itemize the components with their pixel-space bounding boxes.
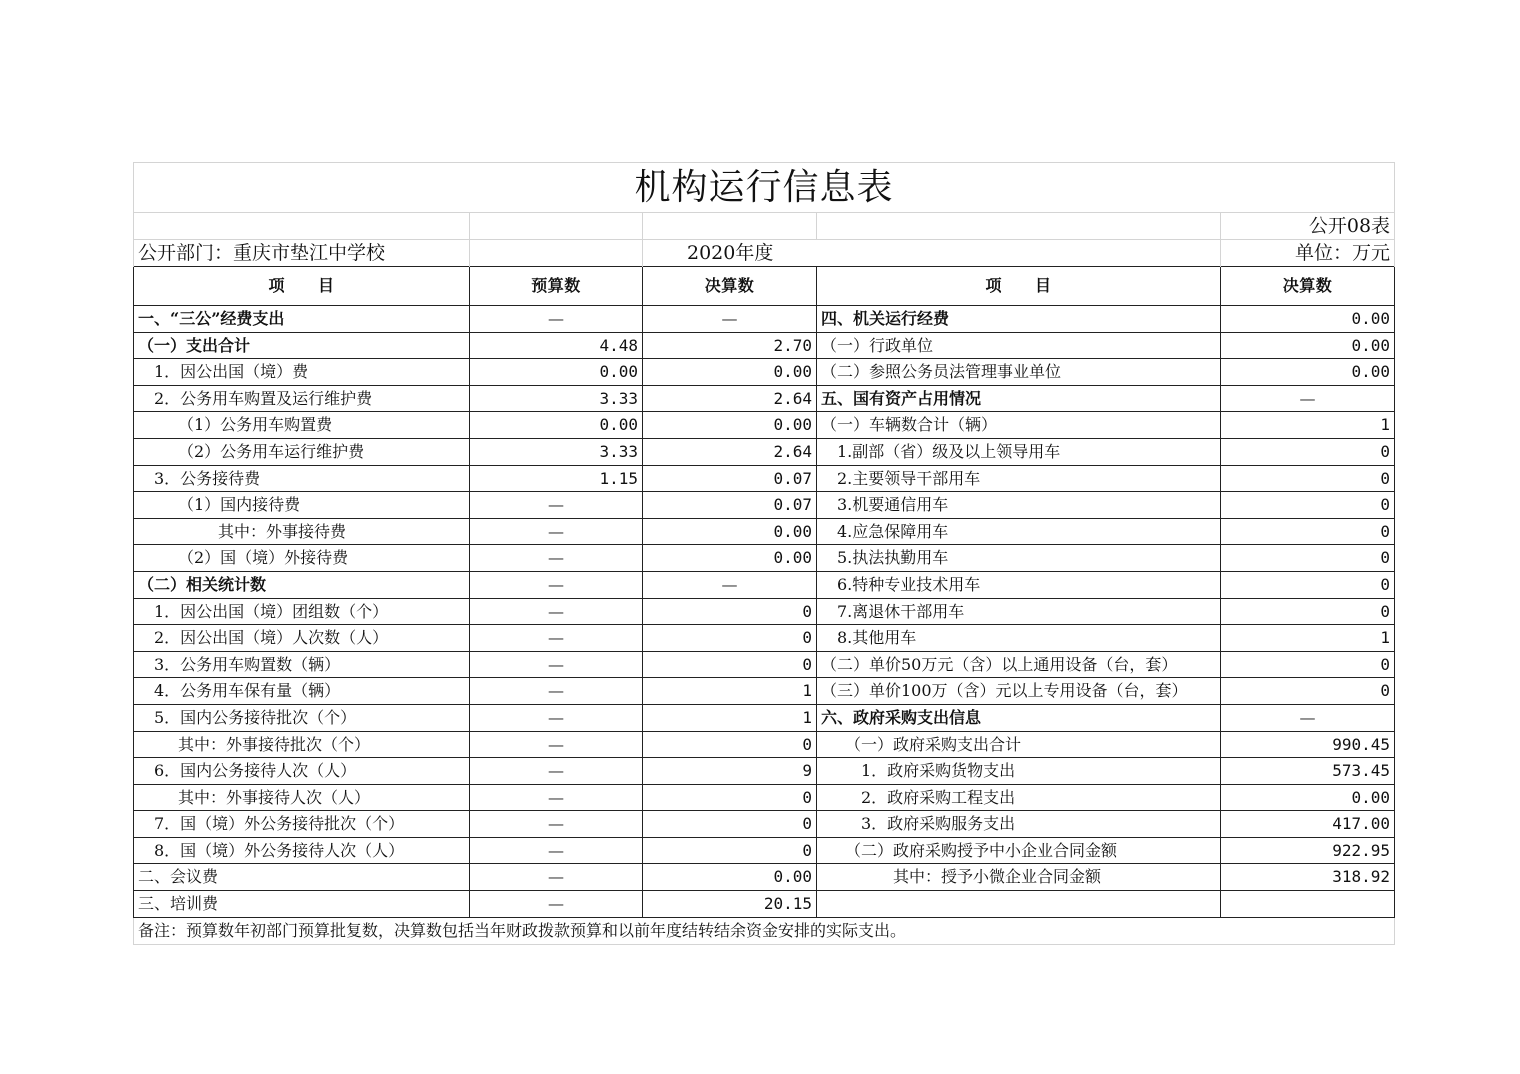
row-item-left: 二、会议费 [134, 864, 470, 891]
row-budget-value: 3.33 [470, 438, 643, 465]
row-final-right-value: 573.45 [1221, 758, 1395, 785]
row-final-right-value: — [1221, 385, 1395, 412]
row-item-left: （2）国（境）外接待费 [134, 545, 470, 572]
table-row [134, 492, 1395, 519]
row-final-value: 0 [643, 598, 817, 625]
row-item-left: 3．公务接待费 [134, 465, 470, 492]
row-final-right-value: 0 [1221, 678, 1395, 705]
row-item-right: 2．政府采购工程支出 [817, 784, 1221, 811]
table-row [134, 385, 1395, 412]
table-header [134, 267, 1395, 306]
table-row [134, 332, 1395, 359]
row-item-left: 4．公务用车保有量（辆） [134, 678, 470, 705]
row-item-left: 2．公务用车购置及运行维护费 [134, 385, 470, 412]
row-final-value: 0.00 [643, 518, 817, 545]
row-item-right [817, 891, 1221, 918]
row-budget-value: — [470, 811, 643, 838]
row-final-value: 0 [643, 837, 817, 864]
row-budget-value: — [470, 571, 643, 598]
row-final-right-value: 0 [1221, 465, 1395, 492]
row-item-right: 其中：授予小微企业合同金额 [817, 864, 1221, 891]
report-sheet [133, 162, 1394, 945]
row-budget-value: — [470, 651, 643, 678]
row-item-left: 7．国（境）外公务接待批次（个） [134, 811, 470, 838]
row-budget-value: 0.00 [470, 412, 643, 439]
row-final-right-value: — [1221, 704, 1395, 731]
table-row [134, 704, 1395, 731]
row-item-right: （二）参照公务员法管理事业单位 [817, 359, 1221, 386]
row-item-right: （二）单价50万元（含）以上通用设备（台，套） [817, 651, 1221, 678]
row-final-value: — [643, 571, 817, 598]
row-final-value: 0.00 [643, 359, 817, 386]
row-final-right-value: 1 [1221, 412, 1395, 439]
row-item-left: 6．国内公务接待人次（人） [134, 758, 470, 785]
row-budget-value: — [470, 704, 643, 731]
table-row [134, 784, 1395, 811]
row-final-right-value: 0 [1221, 651, 1395, 678]
row-final-value: 0.00 [643, 412, 817, 439]
row-final-value: 0 [643, 625, 817, 652]
row-item-right: 六、政府采购支出信息 [817, 704, 1221, 731]
row-budget-value: — [470, 784, 643, 811]
row-final-right-value: 0.00 [1221, 332, 1395, 359]
table-row [134, 412, 1395, 439]
row-item-right: 1．政府采购货物支出 [817, 758, 1221, 785]
row-budget-value: 3.33 [470, 385, 643, 412]
row-item-right: 1.副部（省）级及以上领导用车 [817, 438, 1221, 465]
table-row [134, 837, 1395, 864]
table-row [134, 678, 1395, 705]
footnote: 备注：预算数年初部门预算批复数，决算数包括当年财政拨款预算和以前年度结转结余资金安排的实际支出。 [134, 917, 1395, 944]
row-final-right-value: 922.95 [1221, 837, 1395, 864]
table-row [134, 306, 1395, 333]
row-budget-value: 1.15 [470, 465, 643, 492]
row-budget-value: — [470, 598, 643, 625]
row-item-left: 1．因公出国（境）费 [134, 359, 470, 386]
row-final-value: 2.64 [643, 385, 817, 412]
row-item-left: 其中：外事接待人次（人） [134, 784, 470, 811]
table-row [134, 758, 1395, 785]
row-final-value: 1 [643, 704, 817, 731]
row-item-left: 3．公务用车购置数（辆） [134, 651, 470, 678]
row-final-value: 0 [643, 784, 817, 811]
header-final-right: 决算数 [1221, 267, 1395, 306]
row-budget-value: — [470, 731, 643, 758]
table-row [134, 811, 1395, 838]
row-item-left: （一）支出合计 [134, 332, 470, 359]
row-budget-value: — [470, 864, 643, 891]
header-final-left: 决算数 [643, 267, 817, 306]
row-final-value: 0.00 [643, 864, 817, 891]
row-item-left: （2）公务用车运行维护费 [134, 438, 470, 465]
row-final-value: 2.70 [643, 332, 817, 359]
row-item-right: （一）行政单位 [817, 332, 1221, 359]
fiscal-year: 2020年度 [643, 240, 1221, 267]
table-row [134, 891, 1395, 918]
row-item-left: 其中：外事接待批次（个） [134, 731, 470, 758]
department-label: 公开部门：重庆市垫江中学校 [134, 240, 470, 267]
row-budget-value: 0.00 [470, 359, 643, 386]
row-final-right-value: 0 [1221, 598, 1395, 625]
table-row [134, 359, 1395, 386]
row-final-value: 0.00 [643, 545, 817, 572]
row-item-left: 1．因公出国（境）团组数（个） [134, 598, 470, 625]
page-title: 机构运行信息表 [134, 163, 1395, 213]
row-budget-value: — [470, 837, 643, 864]
header-budget: 预算数 [470, 267, 643, 306]
row-item-left: 5．国内公务接待批次（个） [134, 704, 470, 731]
row-budget-value: — [470, 492, 643, 519]
table-row [134, 438, 1395, 465]
row-final-right-value: 990.45 [1221, 731, 1395, 758]
row-item-right: 7.离退休干部用车 [817, 598, 1221, 625]
row-final-right-value: 1 [1221, 625, 1395, 652]
table-row [134, 545, 1395, 572]
row-final-right-value: 0 [1221, 518, 1395, 545]
row-final-value: 0 [643, 651, 817, 678]
row-item-right: 五、国有资产占用情况 [817, 385, 1221, 412]
row-final-value: 1 [643, 678, 817, 705]
table-row [134, 518, 1395, 545]
row-item-right: 四、机关运行经费 [817, 306, 1221, 333]
row-final-value: 0.07 [643, 465, 817, 492]
row-final-value: 0.07 [643, 492, 817, 519]
row-item-left: 2．因公出国（境）人次数（人） [134, 625, 470, 652]
header-item-left: 项 目 [134, 267, 470, 306]
table-row [134, 651, 1395, 678]
row-final-right-value: 0 [1221, 545, 1395, 572]
row-budget-value: — [470, 758, 643, 785]
row-item-right: 6.特种专业技术用车 [817, 571, 1221, 598]
row-final-value: 0 [643, 731, 817, 758]
row-item-left: 其中：外事接待费 [134, 518, 470, 545]
row-item-right: （一）车辆数合计（辆） [817, 412, 1221, 439]
row-final-value: 20.15 [643, 891, 817, 918]
table-row [134, 864, 1395, 891]
table-row [134, 625, 1395, 652]
row-budget-value: — [470, 891, 643, 918]
table-number: 公开08表 [1221, 213, 1395, 240]
row-final-value: 0 [643, 811, 817, 838]
row-final-value: — [643, 306, 817, 333]
header-item-right: 项 目 [817, 267, 1221, 306]
row-item-left: （1）国内接待费 [134, 492, 470, 519]
row-item-left: 一、“三公”经费支出 [134, 306, 470, 333]
row-final-right-value: 0 [1221, 438, 1395, 465]
row-final-right-value: 0.00 [1221, 306, 1395, 333]
row-item-right: 3.机要通信用车 [817, 492, 1221, 519]
row-item-left: 8．国（境）外公务接待人次（人） [134, 837, 470, 864]
row-final-right-value: 0 [1221, 492, 1395, 519]
institution-operation-table [133, 162, 1395, 945]
row-budget-value: — [470, 306, 643, 333]
row-item-right: （三）单价100万（含）元以上专用设备（台，套） [817, 678, 1221, 705]
table-row [134, 598, 1395, 625]
row-item-right: 8.其他用车 [817, 625, 1221, 652]
table-row [134, 731, 1395, 758]
table-row [134, 571, 1395, 598]
row-final-right-value [1221, 891, 1395, 918]
row-item-right: 2.主要领导干部用车 [817, 465, 1221, 492]
unit-label: 单位：万元 [1221, 240, 1395, 267]
row-item-right: （一）政府采购支出合计 [817, 731, 1221, 758]
row-item-left: 三、培训费 [134, 891, 470, 918]
row-item-right: 4.应急保障用车 [817, 518, 1221, 545]
row-item-left: （二）相关统计数 [134, 571, 470, 598]
row-final-right-value: 417.00 [1221, 811, 1395, 838]
row-final-right-value: 318.92 [1221, 864, 1395, 891]
row-final-right-value: 0.00 [1221, 359, 1395, 386]
row-budget-value: — [470, 625, 643, 652]
row-final-right-value: 0.00 [1221, 784, 1395, 811]
row-budget-value: 4.48 [470, 332, 643, 359]
row-budget-value: — [470, 518, 643, 545]
row-budget-value: — [470, 545, 643, 572]
table-row [134, 465, 1395, 492]
row-final-value: 9 [643, 758, 817, 785]
row-budget-value: — [470, 678, 643, 705]
row-item-right: （二）政府采购授予中小企业合同金额 [817, 837, 1221, 864]
row-item-right: 5.执法执勤用车 [817, 545, 1221, 572]
row-final-value: 2.64 [643, 438, 817, 465]
row-final-right-value: 0 [1221, 571, 1395, 598]
row-item-right: 3．政府采购服务支出 [817, 811, 1221, 838]
row-item-left: （1）公务用车购置费 [134, 412, 470, 439]
